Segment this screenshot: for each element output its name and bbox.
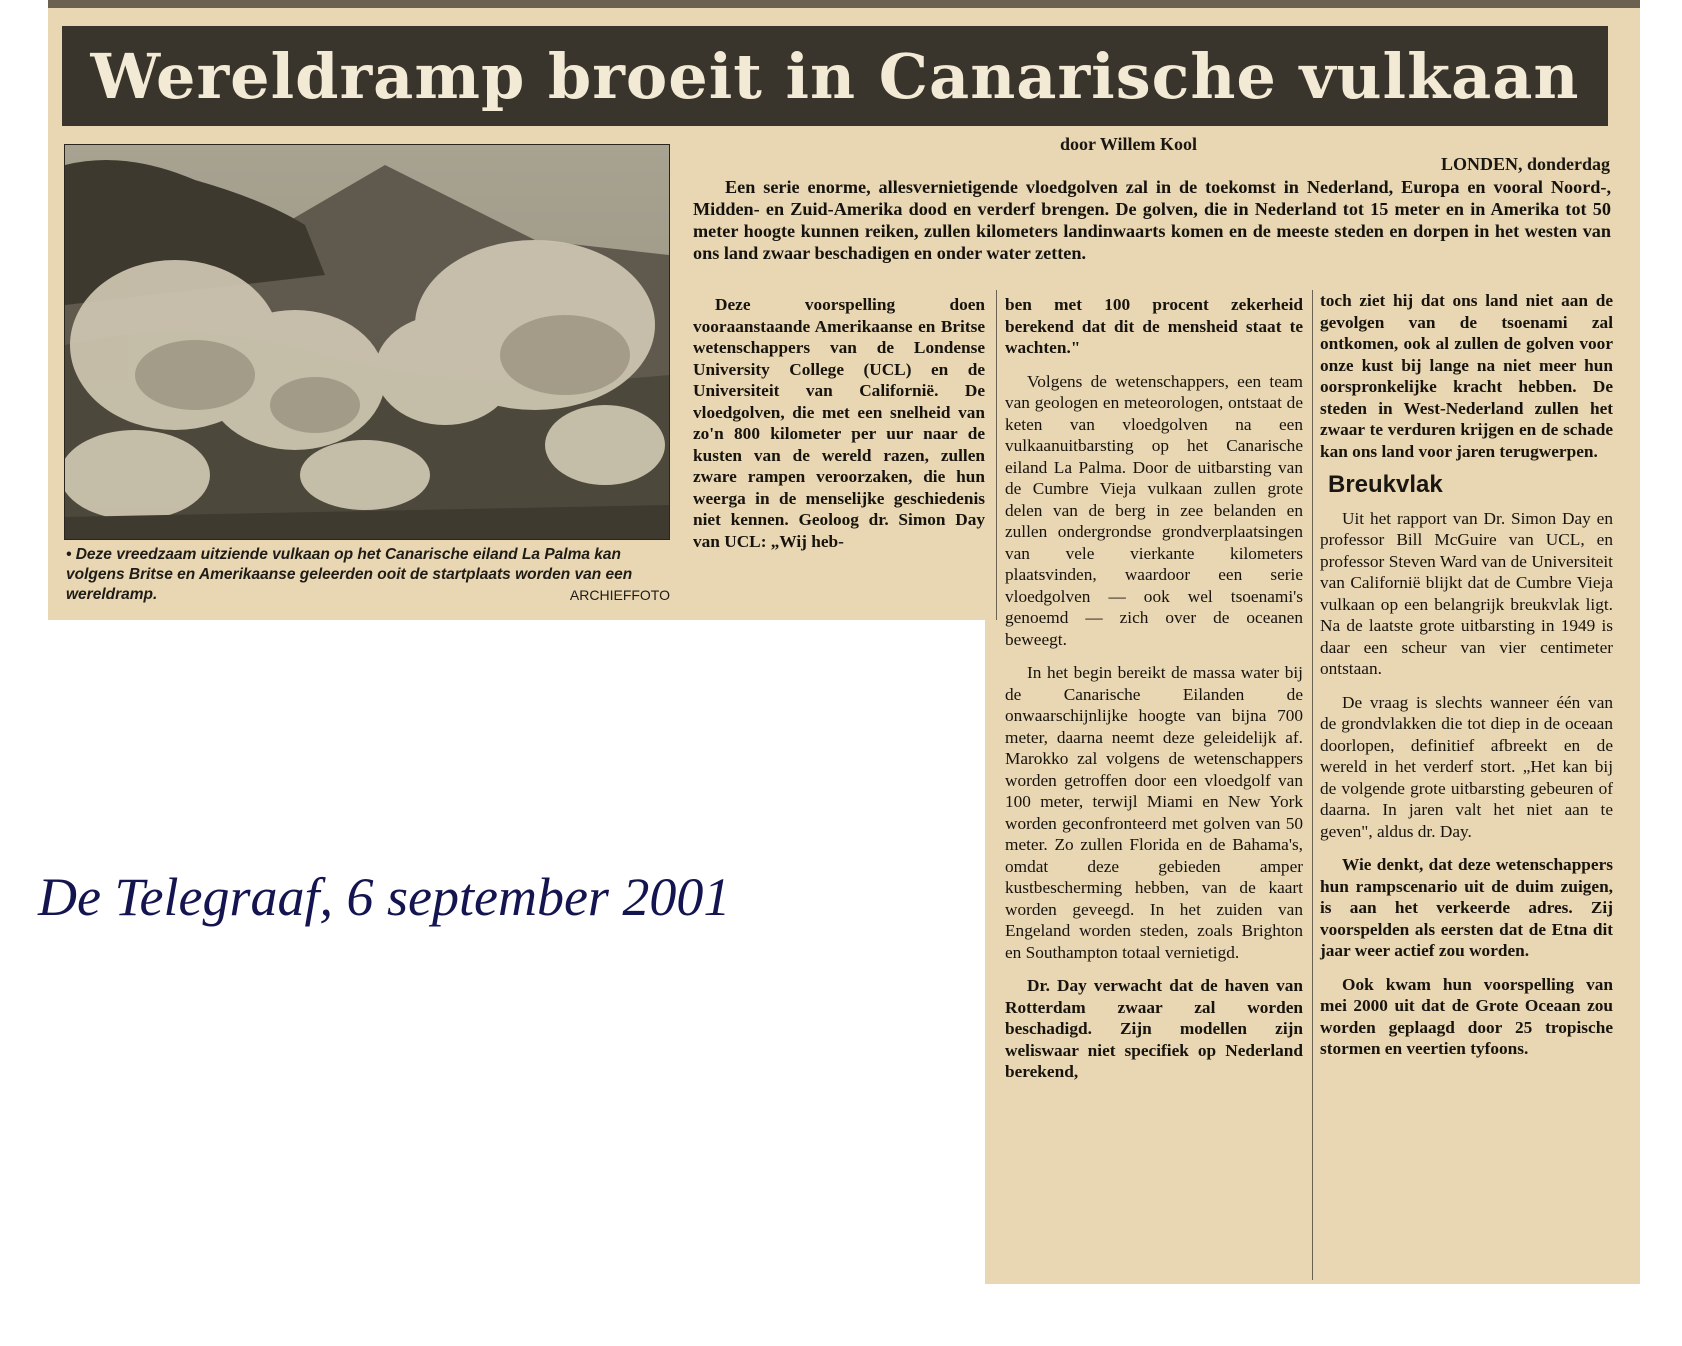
headline-banner xyxy=(62,26,1608,126)
article-paragraph: In het begin bereikt de massa water bij de Canarische Eilanden de onwaarschijnlijke hoogte van bijna 700 meter, daarna neemt deze geleidelijk af. Marokko zal volgens de wetenschappers worden getroffen door een vloedgolf van 100 meter, terwijl Miami en New York worden geconfronteerd met golven van 50 meter. Zo zullen Florida en de Bahama's, omdat deze gebieden amper kustbescherming hebben, van de kaart worden geveegd. In het zuiden van Engeland worden steden, zoals Brighton en Southampton totaal vernietigd. xyxy=(1005,663,1303,962)
article-paragraph: Wie denkt, dat deze wetenschappers hun rampscenario uit de duim zuigen, is aan het verkeerde adres. Zij voorspelden als eersten dat de Etna dit jaar weer actief zou worden. xyxy=(1320,855,1613,960)
article-paragraph: Deze voorspelling doen vooraanstaande Amerikaanse en Britse wetenschappers van de Londense University College (UCL) en de Universiteit van Californië. De vloedgolven, die met een snelheid van zo'n 800 kilometer per uur naar de kusten van de wereld razen, zullen zware rampen veroorzaken, die hun weerga in de menselijke geschiedenis niet kennen. Geoloog dr. Simon Day van UCL: „Wij heb- xyxy=(693,295,985,551)
subheading: Breukvlak xyxy=(1328,471,1443,498)
article-paragraph: Dr. Day verwacht dat de haven van Rotterdam zwaar zal worden beschadigd. Zijn modellen zijn weliswaar niet specifiek op Nederland berekend, xyxy=(1005,976,1303,1081)
column-rule xyxy=(996,290,997,620)
article-column-3 xyxy=(1320,290,1613,1072)
clipping-top-edge xyxy=(48,0,1640,8)
article-paragraph: toch ziet hij dat ons land niet aan de gevolgen van de tsoenami zal ontkomen, ook al zullen de golven voor onze kust bij lange na niet meer hun oorspronkelijke kracht hebben. De steden in West-Nederland zullen het zwaar te verduren krijgen en de schade kan ons land voor jaren terugwerpen. xyxy=(1320,291,1613,461)
dateline: LONDEN, donderdag xyxy=(1440,154,1610,174)
byline: door Willem Kool xyxy=(1060,134,1198,154)
article-column-2 xyxy=(1005,294,1303,1095)
photo-caption-text: • Deze vreedzaam uitziende vulkaan op het Canarische eiland La Palma kan volgens Britse en Amerikaanse geleerden ooit de startplaats worden van een wereldramp. xyxy=(66,546,633,603)
article-paragraph: Uit het rapport van Dr. Simon Day en professor Bill McGuire van UCL, en professor Steven Ward van de Universiteit van Californië blijkt dat de Cumbre Vieja vulkaan op een belangrijk breukvlak ligt. Na de laatste grote uitbarsting in 1949 is daar een scheur van vier centimeter ontstaan. xyxy=(1320,508,1613,678)
column-rule xyxy=(1312,290,1313,1280)
article-column-1 xyxy=(693,294,985,564)
article-lead: Een serie enorme, allesvernietigende vloedgolven zal in de toekomst in Nederland, Europa en vooral Noord-, Midden- en Zuid-Amerika dood en verderf brengen. De golven, die in Nederland tot 15 meter en in Amerika tot 50 meter hoogte kunnen reiken, zullen kilometers landinwaarts komen en de meeste steden en dorpen in het westen van ons land zwaar beschadigen en onder water zetten. xyxy=(693,177,1611,263)
photo-credit: ARCHIEFFOTO xyxy=(569,587,670,603)
volcano-photo xyxy=(64,144,670,540)
article-paragraph: Ook kwam hun voorspelling van mei 2000 uit dat de Grote Oceaan zou worden geplaagd door 25 tropische stormen en veertien tyfoons. xyxy=(1320,974,1613,1058)
photo-caption xyxy=(66,545,670,605)
article-paragraph: Volgens de wetenschappers, een team van geologen en meteorologen, ontstaat de keten van vloedgolven na een vulkaanuitbarsting op het Canarische eiland La Palma. Door de uitbarsting van de Cumbre Vieja vulkaan zullen grote delen van de berg in zee belanden en zullen ondergrondse grondverplaatsingen van vele vierkante kilometers plaatsvinden, waardoor een serie vloedgolven — ook wel tsoenami's genoemd — zich over de oceanen beweegt. xyxy=(1005,371,1303,649)
headline: Wereldramp broeit in Canarische vulkaan xyxy=(90,39,1580,113)
article-paragraph: De vraag is slechts wanneer één van de grondvlakken die tot diep in de oceaan doorlopen, definitief afbreekt en de wereld in het verderf stort. „Het kan bij de volgende grote uitbarsting gebeuren of daarna. In jaren valt het niet aan te geven", aldus dr. Day. xyxy=(1320,692,1613,841)
article-paragraph: ben met 100 procent zekerheid berekend dat dit de mensheid staat te wachten." xyxy=(1005,295,1303,357)
volcano-landscape-image xyxy=(65,145,669,539)
source-label: De Telegraaf, 6 september 2001 xyxy=(38,867,731,927)
